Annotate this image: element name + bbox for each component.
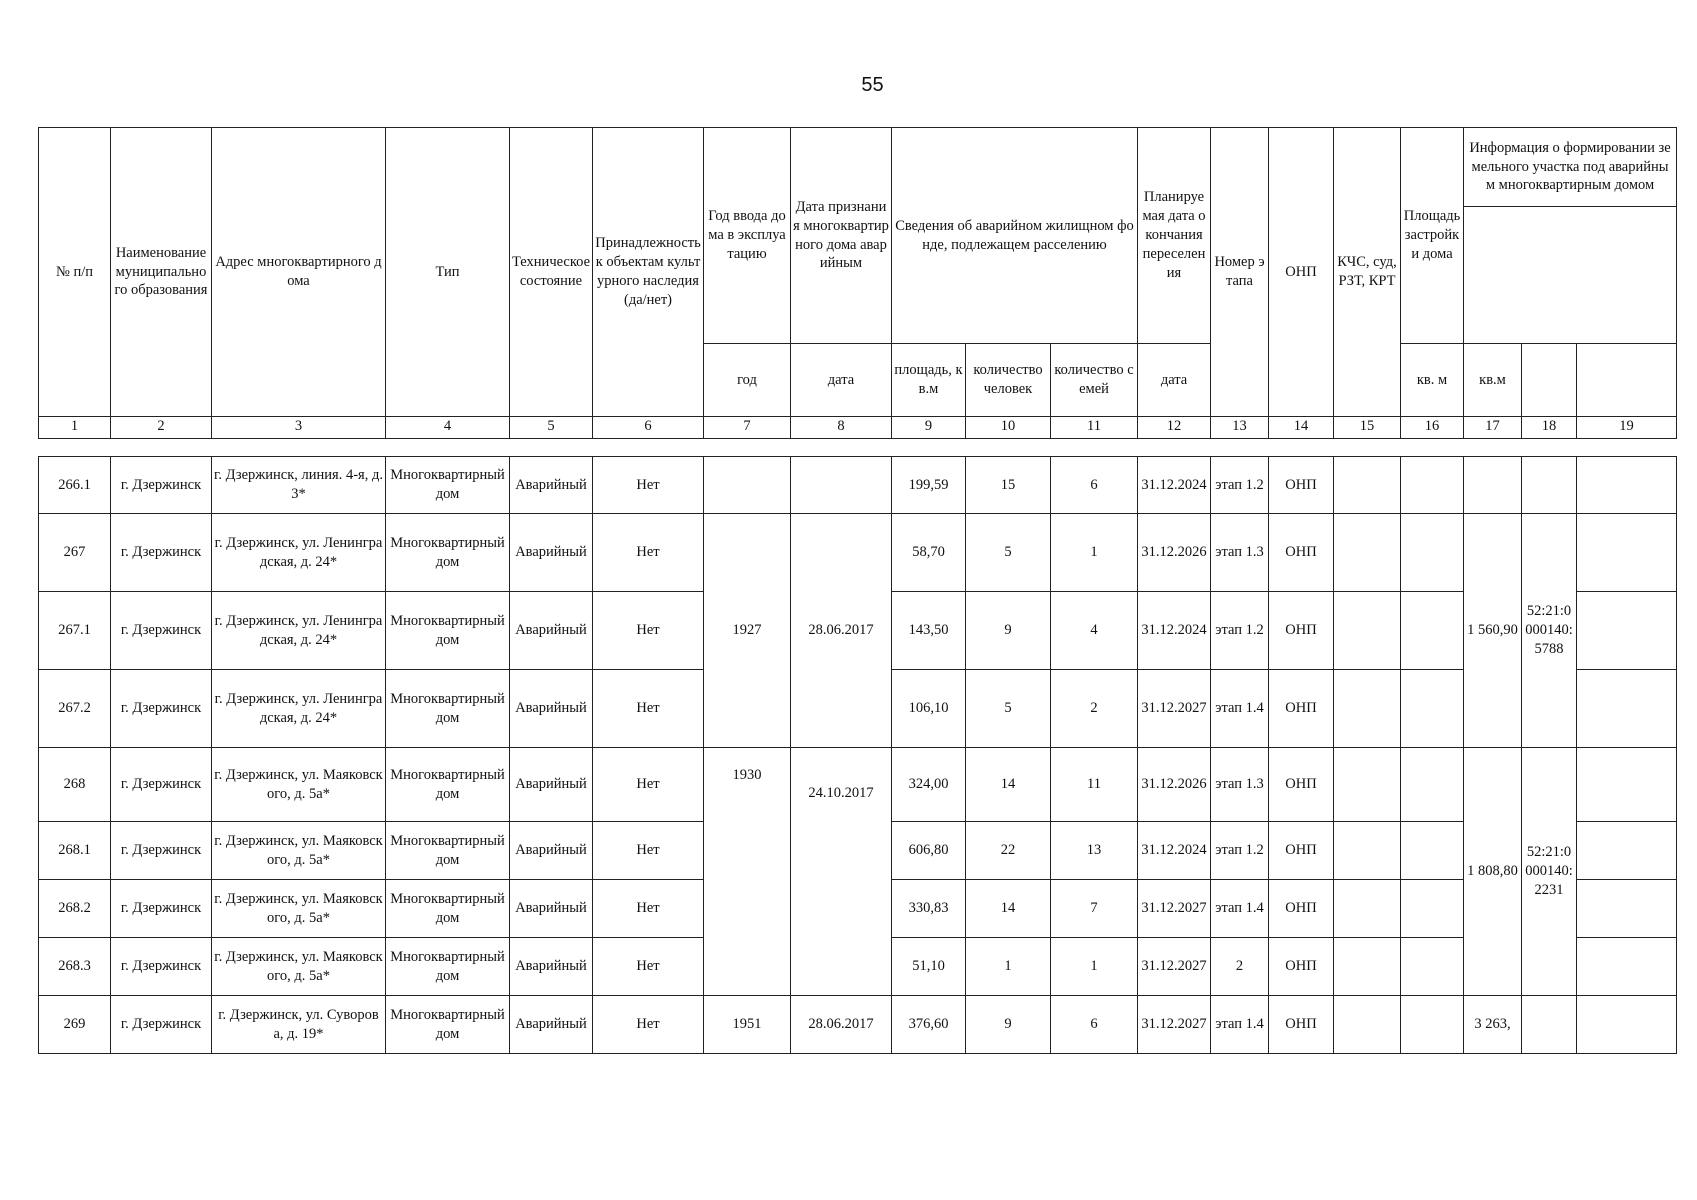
row-onp: ОНП [1269, 457, 1334, 514]
column-number: 14 [1269, 417, 1334, 439]
header-group-land [1464, 128, 1677, 344]
column-number: 15 [1334, 417, 1401, 439]
row-stage: этап 1.4 [1211, 880, 1269, 938]
group-land-area: 3 263, [1464, 996, 1522, 1054]
row-cadastral [1522, 996, 1577, 1054]
row-municipality: г. Дзержинск [111, 822, 212, 880]
row-state: Аварийный [510, 670, 593, 748]
row-address: г. Дзержинск, ул. Суворова, д. 19* [212, 996, 386, 1054]
row-state: Аварийный [510, 880, 593, 938]
row-people: 5 [966, 514, 1051, 592]
column-number: 6 [593, 417, 704, 439]
row-address: г. Дзержинск, ул. Маяковского, д. 5а* [212, 748, 386, 822]
row-people: 14 [966, 880, 1051, 938]
row-people: 14 [966, 748, 1051, 822]
row-number: 267 [39, 514, 111, 592]
row-year [704, 457, 791, 514]
column-number: 12 [1138, 417, 1211, 439]
row-kchs [1334, 938, 1401, 996]
row-area: 606,80 [892, 822, 966, 880]
row-families: 4 [1051, 592, 1138, 670]
column-number-row [39, 417, 1677, 439]
row-stage: этап 1.4 [1211, 670, 1269, 748]
row-stage: 2 [1211, 938, 1269, 996]
row-address: г. Дзержинск, линия. 4-я, д. 3* [212, 457, 386, 514]
row-characteristic [1577, 592, 1677, 670]
row-characteristic [1577, 670, 1677, 748]
row-characteristic [1577, 880, 1677, 938]
row-building-area [1401, 996, 1464, 1054]
emergency-housing-table [38, 127, 1677, 1054]
row-planned-date: 31.12.2026 [1138, 514, 1211, 592]
column-number: 1 [39, 417, 111, 439]
row-recognized [791, 457, 892, 514]
header-sub-land-sqm: кв.м [1464, 344, 1522, 417]
row-kchs [1334, 822, 1401, 880]
row-municipality: г. Дзержинск [111, 880, 212, 938]
header-col-stage: Номер этапа [1211, 128, 1269, 417]
row-state: Аварийный [510, 822, 593, 880]
row-heritage: Нет [593, 457, 704, 514]
header-sub-characteristic-spacer [1577, 344, 1677, 417]
row-area: 330,83 [892, 880, 966, 938]
group-year: 1927 [704, 514, 791, 748]
column-number: 9 [892, 417, 966, 439]
row-people: 1 [966, 938, 1051, 996]
row-municipality: г. Дзержинск [111, 457, 212, 514]
row-kchs [1334, 880, 1401, 938]
row-onp: ОНП [1269, 880, 1334, 938]
column-number: 5 [510, 417, 593, 439]
row-municipality: г. Дзержинск [111, 996, 212, 1054]
header-col-building-area: Площадь застройки дома [1401, 128, 1464, 344]
row-heritage: Нет [593, 880, 704, 938]
row-state: Аварийный [510, 457, 593, 514]
table-row [39, 514, 1677, 592]
row-onp: ОНП [1269, 938, 1334, 996]
row-planned-date: 31.12.2024 [1138, 592, 1211, 670]
row-heritage: Нет [593, 748, 704, 822]
row-kchs [1334, 670, 1401, 748]
spacer-cell [39, 439, 1677, 457]
row-address: г. Дзержинск, ул. Маяковского, д. 5а* [212, 938, 386, 996]
row-stage: этап 1.2 [1211, 457, 1269, 514]
row-building-area [1401, 592, 1464, 670]
row-planned-date: 31.12.2027 [1138, 880, 1211, 938]
header-sub-planned-date: дата [1138, 344, 1211, 417]
header-sub-year: год [704, 344, 791, 417]
column-number: 2 [111, 417, 212, 439]
row-characteristic [1577, 457, 1677, 514]
row-municipality: г. Дзержинск [111, 514, 212, 592]
row-area: 199,59 [892, 457, 966, 514]
row-type: Многоквартирный дом [386, 748, 510, 822]
row-state: Аварийный [510, 514, 593, 592]
header-sub-area: площадь, кв.м [892, 344, 966, 417]
row-planned-date: 31.12.2024 [1138, 457, 1211, 514]
group-cadastral: 52:21:0000140:2231 [1522, 748, 1577, 996]
row-building-area [1401, 670, 1464, 748]
column-number: 8 [791, 417, 892, 439]
header-sub-people: количество человек [966, 344, 1051, 417]
row-area: 51,10 [892, 938, 966, 996]
row-people: 5 [966, 670, 1051, 748]
row-building-area [1401, 514, 1464, 592]
group-land-area: 1 560,90 [1464, 514, 1522, 748]
column-number: 13 [1211, 417, 1269, 439]
group-recognized: 28.06.2017 [791, 996, 892, 1054]
row-families: 1 [1051, 514, 1138, 592]
row-people: 15 [966, 457, 1051, 514]
column-number: 17 [1464, 417, 1522, 439]
row-people: 22 [966, 822, 1051, 880]
row-municipality: г. Дзержинск [111, 592, 212, 670]
row-building-area [1401, 880, 1464, 938]
header-col-planned-date: Планируемая дата окончания переселения [1138, 128, 1211, 344]
row-number: 266.1 [39, 457, 111, 514]
row-onp: ОНП [1269, 748, 1334, 822]
row-planned-date: 31.12.2027 [1138, 670, 1211, 748]
row-planned-date: 31.12.2024 [1138, 822, 1211, 880]
row-onp: ОНП [1269, 514, 1334, 592]
row-type: Многоквартирный дом [386, 457, 510, 514]
row-building-area [1401, 457, 1464, 514]
row-characteristic [1577, 938, 1677, 996]
row-kchs [1334, 592, 1401, 670]
row-onp: ОНП [1269, 822, 1334, 880]
header-col-year: Год ввода дома в эксплуатацию [704, 128, 791, 344]
row-area: 376,60 [892, 996, 966, 1054]
header-col-municipality: Наименование муниципального образования [111, 128, 212, 417]
row-stage: этап 1.4 [1211, 996, 1269, 1054]
row-kchs [1334, 457, 1401, 514]
row-characteristic [1577, 822, 1677, 880]
row-type: Многоквартирный дом [386, 822, 510, 880]
row-type: Многоквартирный дом [386, 670, 510, 748]
row-characteristic [1577, 996, 1677, 1054]
header-sub-cadastral-spacer [1522, 344, 1577, 417]
row-state: Аварийный [510, 592, 593, 670]
row-state: Аварийный [510, 748, 593, 822]
header-col-number: № п/п [39, 128, 111, 417]
table-row [39, 996, 1677, 1054]
header-col-kchs: КЧС, суд, РЗТ, КРТ [1334, 128, 1401, 417]
row-number: 268 [39, 748, 111, 822]
row-area: 58,70 [892, 514, 966, 592]
row-type: Многоквартирный дом [386, 514, 510, 592]
column-number: 18 [1522, 417, 1577, 439]
row-onp: ОНП [1269, 592, 1334, 670]
row-state: Аварийный [510, 996, 593, 1054]
column-number: 11 [1051, 417, 1138, 439]
row-municipality: г. Дзержинск [111, 670, 212, 748]
row-heritage: Нет [593, 670, 704, 748]
row-heritage: Нет [593, 592, 704, 670]
spacer-row [39, 439, 1677, 457]
row-building-area [1401, 938, 1464, 996]
row-address: г. Дзержинск, ул. Маяковского, д. 5а* [212, 822, 386, 880]
row-number: 268.3 [39, 938, 111, 996]
row-planned-date: 31.12.2027 [1138, 938, 1211, 996]
row-building-area [1401, 748, 1464, 822]
row-families: 2 [1051, 670, 1138, 748]
header-col-heritage: Принадлежность к объектам культурного наследия (да/нет) [593, 128, 704, 417]
header-sub-date: дата [791, 344, 892, 417]
header-col-state: Техническое состояние [510, 128, 593, 417]
row-cadastral [1522, 457, 1577, 514]
row-address: г. Дзержинск, ул. Ленинградская, д. 24* [212, 514, 386, 592]
row-kchs [1334, 996, 1401, 1054]
row-type: Многоквартирный дом [386, 996, 510, 1054]
row-families: 1 [1051, 938, 1138, 996]
row-municipality: г. Дзержинск [111, 748, 212, 822]
header-col-onp: ОНП [1269, 128, 1334, 417]
group-cadastral: 52:21:0000140:5788 [1522, 514, 1577, 748]
table-row [39, 457, 1677, 514]
row-families: 11 [1051, 748, 1138, 822]
row-characteristic [1577, 514, 1677, 592]
row-kchs [1334, 514, 1401, 592]
group-year: 1951 [704, 996, 791, 1054]
row-stage: этап 1.2 [1211, 592, 1269, 670]
group-recognized: 24.10.2017 [791, 748, 892, 996]
row-families: 7 [1051, 880, 1138, 938]
column-number: 10 [966, 417, 1051, 439]
row-families: 6 [1051, 457, 1138, 514]
row-characteristic [1577, 748, 1677, 822]
column-number: 16 [1401, 417, 1464, 439]
group-year: 1930 [704, 748, 791, 996]
row-families: 6 [1051, 996, 1138, 1054]
table-row [39, 748, 1677, 822]
row-type: Многоквартирный дом [386, 880, 510, 938]
row-heritage: Нет [593, 822, 704, 880]
row-state: Аварийный [510, 938, 593, 996]
header-col-address: Адрес многоквартирного дома [212, 128, 386, 417]
row-area: 106,10 [892, 670, 966, 748]
row-building-area [1401, 822, 1464, 880]
group-recognized: 28.06.2017 [791, 514, 892, 748]
row-stage: этап 1.3 [1211, 748, 1269, 822]
row-type: Многоквартирный дом [386, 938, 510, 996]
row-area: 143,50 [892, 592, 966, 670]
row-heritage: Нет [593, 514, 704, 592]
header-land-title: Информация о формировании земельного участка под аварийным многоквартирным домом [1464, 128, 1676, 207]
row-address: г. Дзержинск, ул. Маяковского, д. 5а* [212, 880, 386, 938]
column-number: 19 [1577, 417, 1677, 439]
row-people: 9 [966, 996, 1051, 1054]
row-planned-date: 31.12.2026 [1138, 748, 1211, 822]
header-sub-families: количество семей [1051, 344, 1138, 417]
column-number: 7 [704, 417, 791, 439]
row-type: Многоквартирный дом [386, 592, 510, 670]
row-planned-date: 31.12.2027 [1138, 996, 1211, 1054]
header-row-top [39, 128, 1677, 344]
row-land-area [1464, 457, 1522, 514]
header-col-type: Тип [386, 128, 510, 417]
column-number: 3 [212, 417, 386, 439]
row-stage: этап 1.3 [1211, 514, 1269, 592]
row-families: 13 [1051, 822, 1138, 880]
group-land-area: 1 808,80 [1464, 748, 1522, 996]
row-number: 268.2 [39, 880, 111, 938]
page-number: 55 [861, 74, 884, 96]
row-stage: этап 1.2 [1211, 822, 1269, 880]
row-onp: ОНП [1269, 996, 1334, 1054]
row-area: 324,00 [892, 748, 966, 822]
column-number: 4 [386, 417, 510, 439]
row-heritage: Нет [593, 996, 704, 1054]
row-number: 267.1 [39, 592, 111, 670]
row-address: г. Дзержинск, ул. Ленинградская, д. 24* [212, 670, 386, 748]
header-sub-sqm: кв. м [1401, 344, 1464, 417]
row-onp: ОНП [1269, 670, 1334, 748]
row-number: 268.1 [39, 822, 111, 880]
row-address: г. Дзержинск, ул. Ленинградская, д. 24* [212, 592, 386, 670]
row-kchs [1334, 748, 1401, 822]
row-people: 9 [966, 592, 1051, 670]
row-heritage: Нет [593, 938, 704, 996]
row-number: 267.2 [39, 670, 111, 748]
row-number: 269 [39, 996, 111, 1054]
header-group-housing: Сведения об аварийном жилищном фонде, подлежащем расселению [892, 128, 1138, 344]
row-municipality: г. Дзержинск [111, 938, 212, 996]
header-col-recognized: Дата признания многоквартирного дома аварийным [791, 128, 892, 344]
